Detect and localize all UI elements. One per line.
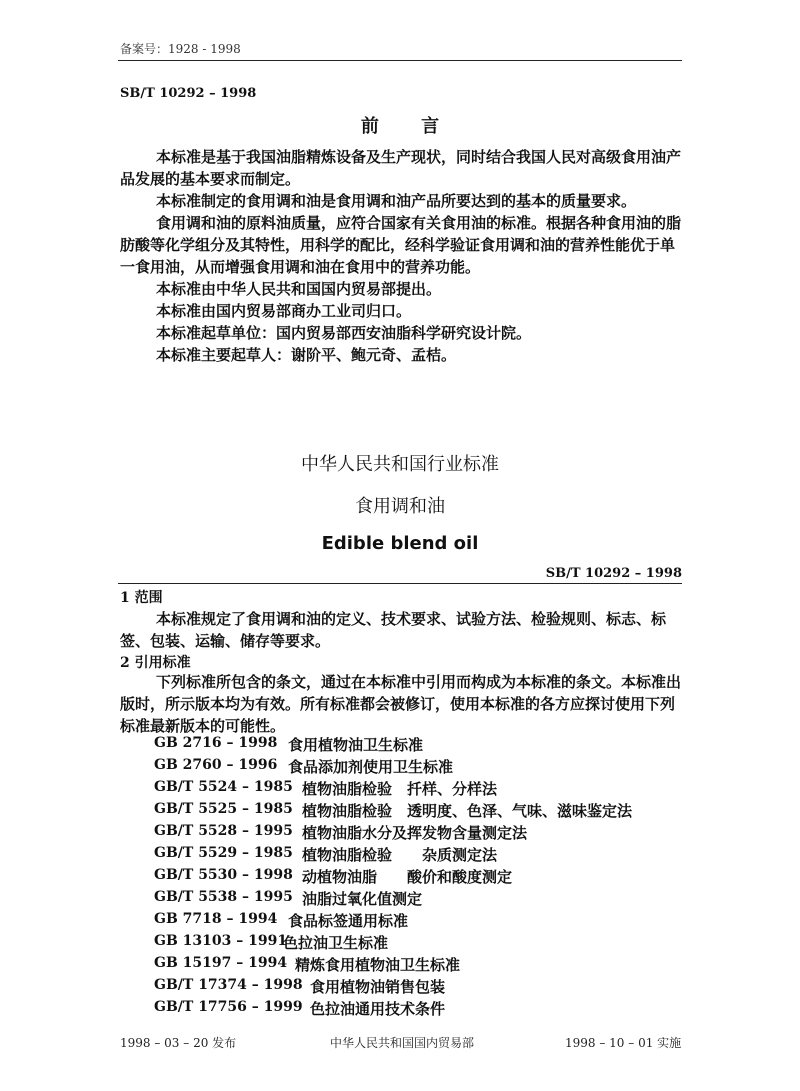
reference-title: 动植物油脂 酸价和酸度测定 (302, 868, 513, 886)
reference-code: GB/T 5538 – 1995 (154, 889, 293, 905)
foreword-title: 前 言 (360, 116, 458, 137)
reference-code: GB/T 5525 – 1985 (154, 801, 293, 817)
title-rule (118, 583, 682, 584)
reference-title: 油脂过氧化值测定 (302, 890, 423, 908)
foreword-paragraph: 食用调和油的原料油质量，应符合国家有关食用油的标准。根据各种食用油的脂肪酸等化学组分及其特性，用科学的配比，经科学验证食用调和油的营养性能优于单一食用油，从而增强食用调和油在食用中的营养功能。 (120, 214, 682, 276)
standard-code-top: SB/T 10292 – 1998 (120, 86, 257, 101)
reference-code: GB 7718 – 1994 (154, 911, 278, 927)
references-heading: 2 引用标准 (120, 655, 191, 671)
foreword-paragraph: 本标准由国内贸易部商办工业司归口。 (156, 302, 412, 320)
standard-code: SB/T 10292 – 1998 (545, 566, 682, 581)
reference-title: 植物油脂检验 扦样、分样法 (302, 780, 498, 798)
standard-title-cn: 食用调和油 (355, 496, 445, 517)
foreword-paragraph: 本标准起草单位：国内贸易部西安油脂科学研究设计院。 (156, 324, 532, 342)
reference-code: GB/T 5529 – 1985 (154, 845, 293, 861)
reference-title: 植物油脂检验 杂质测定法 (302, 846, 498, 864)
foreword-paragraph: 本标准制定的食用调和油是食用调和油产品所要达到的基本的质量要求。 (156, 192, 637, 210)
reference-title: 植物油脂水分及挥发物含量测定法 (302, 824, 528, 842)
issue-date: 1998 – 03 – 20 发布 (120, 1036, 237, 1050)
scope-heading: 1 范围 (120, 590, 163, 606)
effective-date: 1998 – 10 – 01 实施 (565, 1036, 682, 1050)
reference-title: 食品标签通用标准 (288, 912, 409, 930)
reference-code: GB 13103 – 1991 (154, 933, 288, 949)
reference-title: 色拉油通用技术条件 (310, 1000, 446, 1018)
reference-code: GB/T 17756 – 1999 (154, 999, 303, 1015)
reference-title: 植物油脂检验 透明度、色泽、气味、滋味鉴定法 (302, 802, 633, 820)
reference-code: GB 2716 – 1998 (154, 735, 278, 751)
reference-code: GB 15197 – 1994 (154, 955, 288, 971)
foreword-paragraph: 本标准主要起草人：谢阶平、鲍元奇、孟桔。 (156, 346, 457, 364)
standard-title-en: Edible blend oil (321, 533, 479, 554)
reference-code: GB/T 5528 – 1995 (154, 823, 293, 839)
reference-code: GB/T 5530 – 1998 (154, 867, 293, 883)
foreword-paragraph: 本标准是基于我国油脂精炼设备及生产现状，同时结合我国人民对高级食用油产品发展的基本要求而制定。 (120, 148, 682, 188)
reference-title: 精炼食用植物油卫生标准 (295, 956, 461, 974)
reference-title: 色拉油卫生标准 (283, 934, 389, 952)
standard-authority: 中华人民共和国行业标准 (301, 454, 499, 475)
issuing-authority: 中华人民共和国国内贸易部 (330, 1036, 475, 1050)
filing-number: 备案号：1928 - 1998 (120, 42, 241, 56)
references-intro: 下列标准所包含的条文，通过在本标准中引用而构成为本标准的条文。本标准出版时，所示版本均为有效。所有标准都会被修订，使用本标准的各方应探讨使用下列标准最新版本的可能性。 (120, 673, 682, 735)
scope-text: 本标准规定了食用调和油的定义、技术要求、试验方法、检验规则、标志、标签、包装、运输、储存等要求。 (120, 610, 667, 650)
reference-code: GB/T 17374 – 1998 (154, 977, 303, 993)
foreword-paragraph: 本标准由中华人民共和国国内贸易部提出。 (156, 280, 442, 298)
top-rule (118, 60, 682, 61)
reference-title: 食用植物油卫生标准 (288, 736, 424, 754)
reference-code: GB/T 5524 – 1985 (154, 779, 293, 795)
reference-code: GB 2760 – 1996 (154, 757, 278, 773)
reference-title: 食品添加剂使用卫生标准 (288, 758, 454, 776)
reference-title: 食用植物油销售包装 (310, 978, 446, 996)
